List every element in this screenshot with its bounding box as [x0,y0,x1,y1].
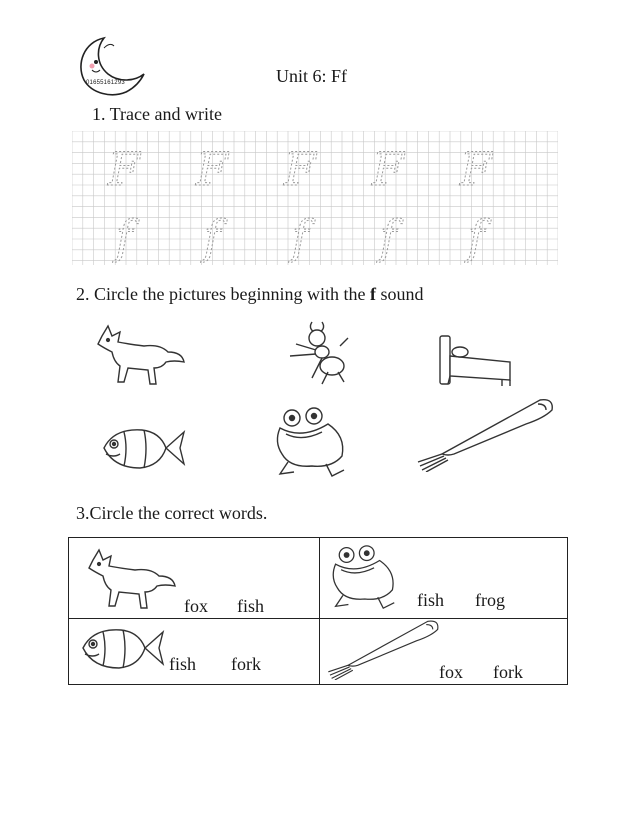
section2-heading-bold-letter: f [369,284,376,304]
fish-picture[interactable] [94,420,186,478]
fork-picture[interactable] [414,396,556,472]
section3-heading: 3.Circle the correct words. [76,503,268,523]
option-frog[interactable]: frog [475,590,505,610]
table-fork-picture [325,618,441,680]
trace-letter-upper[interactable]: F [108,142,140,196]
trace-letter-lower[interactable]: f [467,210,485,264]
logo-phone-text: 01655161293 [86,80,125,86]
table-divider-vertical [319,538,320,684]
trace-letter-lower[interactable]: f [115,210,133,264]
word-table [68,537,568,685]
trace-letter-upper[interactable]: F [372,142,404,196]
option-fish[interactable]: fish [237,596,264,616]
bed-picture[interactable] [436,332,516,388]
option-fork[interactable]: fork [493,662,523,682]
option-fork[interactable]: fork [231,654,261,674]
fox-picture[interactable] [94,322,186,388]
moon-logo-icon [74,34,152,100]
trace-letter-lower[interactable]: f [379,210,397,264]
trace-letter-upper[interactable]: F [284,142,316,196]
trace-letter-upper[interactable]: F [460,142,492,196]
table-frog-picture [325,544,403,610]
trace-letter-upper[interactable]: F [196,142,228,196]
table-fox-picture [85,546,177,612]
section2-heading [76,284,423,305]
option-fox[interactable]: fox [439,662,463,682]
section1-heading: 1. Trace and write [92,104,222,124]
frog-picture[interactable] [272,406,350,478]
option-fish[interactable]: fish [169,654,196,674]
ant-picture[interactable] [282,320,352,386]
page-title: Unit 6: Ff [276,66,348,86]
option-fox[interactable]: fox [184,596,208,616]
section2-heading-suffix: sound [375,284,424,304]
section2-heading-text: 2. Circle the pictures beginning with the [76,284,370,304]
trace-letter-lower[interactable]: f [203,210,221,264]
option-fish[interactable]: fish [417,590,444,610]
trace-letter-lower[interactable]: f [291,210,309,264]
table-fish-picture [73,620,165,678]
tracing-grid [72,131,558,265]
